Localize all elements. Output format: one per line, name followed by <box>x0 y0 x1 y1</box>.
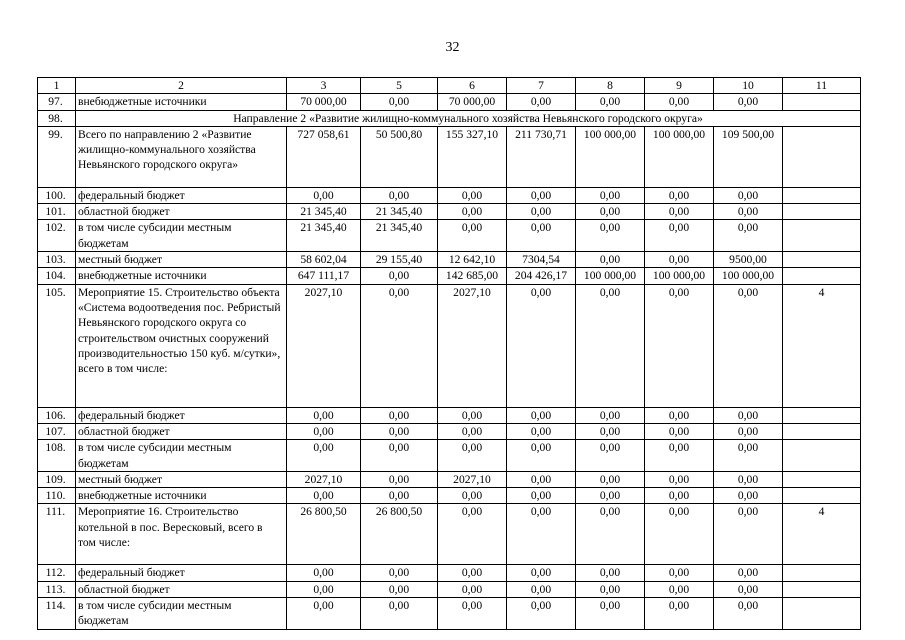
value-cell: 0,00 <box>361 565 438 581</box>
value-cell: 0,00 <box>576 565 645 581</box>
value-cell: 29 155,40 <box>361 252 438 268</box>
value-cell: 0,00 <box>438 407 507 423</box>
value-cell: 0,00 <box>576 423 645 439</box>
value-cell: 0,00 <box>714 220 783 252</box>
col11-cell <box>783 471 861 487</box>
value-cell: 0,00 <box>361 407 438 423</box>
header-cell: 8 <box>576 78 645 94</box>
value-cell: 0,00 <box>507 504 576 565</box>
value-cell: 0,00 <box>576 598 645 630</box>
value-cell: 0,00 <box>714 471 783 487</box>
value-cell: 100 000,00 <box>576 126 645 187</box>
value-cell: 0,00 <box>287 565 361 581</box>
header-cell: 11 <box>783 78 861 94</box>
value-cell: 0,00 <box>438 204 507 220</box>
value-cell: 155 327,10 <box>438 126 507 187</box>
col11-cell: 4 <box>783 504 861 565</box>
value-cell: 0,00 <box>361 284 438 407</box>
row-name: внебюджетные источники <box>76 94 287 110</box>
value-cell: 0,00 <box>714 284 783 407</box>
row-number: 109. <box>38 471 76 487</box>
col11-cell <box>783 598 861 630</box>
table-row <box>38 581 861 597</box>
value-cell: 21 345,40 <box>361 204 438 220</box>
col11-cell <box>783 423 861 439</box>
row-number: 113. <box>38 581 76 597</box>
row-name: в том числе субсидии местным бюджетам <box>76 598 287 630</box>
value-cell: 204 426,17 <box>507 268 576 284</box>
value-cell: 0,00 <box>361 598 438 630</box>
value-cell: 0,00 <box>714 204 783 220</box>
table-row <box>38 204 861 220</box>
value-cell: 0,00 <box>714 407 783 423</box>
value-cell: 2027,10 <box>438 284 507 407</box>
value-cell: 0,00 <box>438 565 507 581</box>
value-cell: 0,00 <box>287 488 361 504</box>
table-row <box>38 126 861 187</box>
col11-cell <box>783 407 861 423</box>
value-cell: 0,00 <box>438 220 507 252</box>
value-cell: 12 642,10 <box>438 252 507 268</box>
row-name: местный бюджет <box>76 252 287 268</box>
value-cell: 0,00 <box>645 598 714 630</box>
value-cell: 0,00 <box>714 187 783 203</box>
value-cell: 9500,00 <box>714 252 783 268</box>
value-cell: 109 500,00 <box>714 126 783 187</box>
value-cell: 0,00 <box>645 488 714 504</box>
row-number: 103. <box>38 252 76 268</box>
row-number: 114. <box>38 598 76 630</box>
row-name: в том числе субсидии местным бюджетам <box>76 220 287 252</box>
table-body <box>38 78 861 630</box>
value-cell: 0,00 <box>645 220 714 252</box>
value-cell: 0,00 <box>645 504 714 565</box>
row-name: областной бюджет <box>76 204 287 220</box>
header-cell: 5 <box>361 78 438 94</box>
row-number: 111. <box>38 504 76 565</box>
value-cell: 0,00 <box>714 581 783 597</box>
table-row <box>38 488 861 504</box>
value-cell: 0,00 <box>438 598 507 630</box>
value-cell: 0,00 <box>645 440 714 472</box>
value-cell: 0,00 <box>714 488 783 504</box>
value-cell: 0,00 <box>287 581 361 597</box>
row-number: 112. <box>38 565 76 581</box>
value-cell: 0,00 <box>438 488 507 504</box>
value-cell: 0,00 <box>645 94 714 110</box>
col11-cell <box>783 581 861 597</box>
value-cell: 2027,10 <box>287 284 361 407</box>
header-row <box>38 78 861 94</box>
row-name: местный бюджет <box>76 471 287 487</box>
value-cell: 21 345,40 <box>361 220 438 252</box>
row-name: федеральный бюджет <box>76 565 287 581</box>
row-name: Всего по направлению 2 «Развитие жилищно-коммунального хозяйства Невьянского городского округа» <box>76 126 287 187</box>
value-cell: 0,00 <box>576 204 645 220</box>
row-name: внебюджетные источники <box>76 268 287 284</box>
value-cell: 0,00 <box>645 581 714 597</box>
table-row <box>38 565 861 581</box>
value-cell: 26 800,50 <box>361 504 438 565</box>
value-cell: 0,00 <box>507 581 576 597</box>
col11-cell <box>783 187 861 203</box>
value-cell: 0,00 <box>645 471 714 487</box>
row-name: федеральный бюджет <box>76 187 287 203</box>
value-cell: 21 345,40 <box>287 220 361 252</box>
row-number: 108. <box>38 440 76 472</box>
col11-cell: 4 <box>783 284 861 407</box>
table-row <box>38 440 861 472</box>
table-row <box>38 598 861 630</box>
value-cell: 7304,54 <box>507 252 576 268</box>
value-cell: 0,00 <box>576 407 645 423</box>
col11-cell <box>783 268 861 284</box>
value-cell: 211 730,71 <box>507 126 576 187</box>
page-number: 32 <box>445 40 460 55</box>
value-cell: 0,00 <box>576 488 645 504</box>
direction-title: Направление 2 «Развитие жилищно-коммунального хозяйства Невьянского городского округа» <box>76 110 861 126</box>
value-cell: 0,00 <box>645 423 714 439</box>
row-number: 99. <box>38 126 76 187</box>
value-cell: 0,00 <box>576 504 645 565</box>
value-cell: 0,00 <box>714 565 783 581</box>
row-number: 105. <box>38 284 76 407</box>
budget-table <box>37 77 861 630</box>
value-cell: 100 000,00 <box>645 126 714 187</box>
header-cell: 1 <box>38 78 76 94</box>
value-cell: 0,00 <box>438 504 507 565</box>
value-cell: 0,00 <box>645 284 714 407</box>
table-row <box>38 284 861 407</box>
value-cell: 0,00 <box>645 187 714 203</box>
value-cell: 0,00 <box>714 440 783 472</box>
value-cell: 0,00 <box>438 423 507 439</box>
row-number: 102. <box>38 220 76 252</box>
value-cell: 0,00 <box>576 187 645 203</box>
value-cell: 0,00 <box>438 581 507 597</box>
row-number: 107. <box>38 423 76 439</box>
value-cell: 0,00 <box>645 407 714 423</box>
value-cell: 0,00 <box>361 268 438 284</box>
value-cell: 0,00 <box>287 187 361 203</box>
header-cell: 6 <box>438 78 507 94</box>
col11-cell <box>783 565 861 581</box>
value-cell: 0,00 <box>507 204 576 220</box>
table-row <box>38 423 861 439</box>
row-name: областной бюджет <box>76 581 287 597</box>
header-cell: 3 <box>287 78 361 94</box>
value-cell: 100 000,00 <box>714 268 783 284</box>
value-cell: 142 685,00 <box>438 268 507 284</box>
value-cell: 0,00 <box>576 581 645 597</box>
row-number: 97. <box>38 94 76 110</box>
table-row <box>38 504 861 565</box>
value-cell: 0,00 <box>714 423 783 439</box>
row-name: Мероприятие 16. Строительство котельной в пос. Вересковый, всего в том числе: <box>76 504 287 565</box>
value-cell: 0,00 <box>361 488 438 504</box>
col11-cell <box>783 204 861 220</box>
value-cell: 0,00 <box>576 440 645 472</box>
header-cell: 10 <box>714 78 783 94</box>
row-name: Мероприятие 15. Строительство объекта «Система водоотведения пос. Ребристый Невьянского городского округа со строительством очистных сооружений производительностью 150 куб. м/сутки», всего в том числе: <box>76 284 287 407</box>
value-cell: 21 345,40 <box>287 204 361 220</box>
value-cell: 0,00 <box>714 598 783 630</box>
row-number: 101. <box>38 204 76 220</box>
row-number: 98. <box>38 110 76 126</box>
col11-cell <box>783 220 861 252</box>
value-cell: 0,00 <box>576 471 645 487</box>
value-cell: 26 800,50 <box>287 504 361 565</box>
row-number: 104. <box>38 268 76 284</box>
col11-cell <box>783 488 861 504</box>
value-cell: 727 058,61 <box>287 126 361 187</box>
row-name: внебюджетные источники <box>76 488 287 504</box>
value-cell: 70 000,00 <box>287 94 361 110</box>
col11-cell <box>783 440 861 472</box>
row-name: федеральный бюджет <box>76 407 287 423</box>
row-number: 106. <box>38 407 76 423</box>
value-cell: 0,00 <box>361 423 438 439</box>
value-cell: 0,00 <box>507 471 576 487</box>
value-cell: 0,00 <box>361 440 438 472</box>
value-cell: 0,00 <box>576 220 645 252</box>
header-cell: 9 <box>645 78 714 94</box>
value-cell: 0,00 <box>287 440 361 472</box>
header-cell: 2 <box>76 78 287 94</box>
value-cell: 0,00 <box>576 284 645 407</box>
value-cell: 100 000,00 <box>576 268 645 284</box>
value-cell: 0,00 <box>507 220 576 252</box>
col11-cell <box>783 252 861 268</box>
table-row <box>38 471 861 487</box>
row-name: в том числе субсидии местным бюджетам <box>76 440 287 472</box>
value-cell: 0,00 <box>507 423 576 439</box>
row-number: 100. <box>38 187 76 203</box>
table-row <box>38 220 861 252</box>
value-cell: 100 000,00 <box>645 268 714 284</box>
value-cell: 0,00 <box>714 94 783 110</box>
value-cell: 0,00 <box>361 581 438 597</box>
value-cell: 647 111,17 <box>287 268 361 284</box>
value-cell: 0,00 <box>438 440 507 472</box>
value-cell: 0,00 <box>507 187 576 203</box>
value-cell: 0,00 <box>576 94 645 110</box>
value-cell: 0,00 <box>287 423 361 439</box>
value-cell: 0,00 <box>507 440 576 472</box>
table-row <box>38 268 861 284</box>
col11-cell <box>783 94 861 110</box>
value-cell: 0,00 <box>287 407 361 423</box>
row-number: 110. <box>38 488 76 504</box>
value-cell: 0,00 <box>645 565 714 581</box>
value-cell: 0,00 <box>361 187 438 203</box>
value-cell: 70 000,00 <box>438 94 507 110</box>
value-cell: 0,00 <box>645 252 714 268</box>
value-cell: 0,00 <box>438 187 507 203</box>
value-cell: 58 602,04 <box>287 252 361 268</box>
value-cell: 0,00 <box>507 488 576 504</box>
value-cell: 0,00 <box>507 565 576 581</box>
value-cell: 0,00 <box>287 598 361 630</box>
col11-cell <box>783 126 861 187</box>
value-cell: 0,00 <box>507 598 576 630</box>
row-name: областной бюджет <box>76 423 287 439</box>
table-row <box>38 252 861 268</box>
table-row <box>38 407 861 423</box>
value-cell: 0,00 <box>507 407 576 423</box>
value-cell: 0,00 <box>361 471 438 487</box>
header-cell: 7 <box>507 78 576 94</box>
value-cell: 0,00 <box>714 504 783 565</box>
value-cell: 2027,10 <box>438 471 507 487</box>
value-cell: 0,00 <box>576 252 645 268</box>
value-cell: 2027,10 <box>287 471 361 487</box>
table-row <box>38 187 861 203</box>
value-cell: 0,00 <box>507 284 576 407</box>
value-cell: 0,00 <box>645 204 714 220</box>
table-row <box>38 110 861 126</box>
table-row <box>38 94 861 110</box>
value-cell: 50 500,80 <box>361 126 438 187</box>
value-cell: 0,00 <box>361 94 438 110</box>
value-cell: 0,00 <box>507 94 576 110</box>
